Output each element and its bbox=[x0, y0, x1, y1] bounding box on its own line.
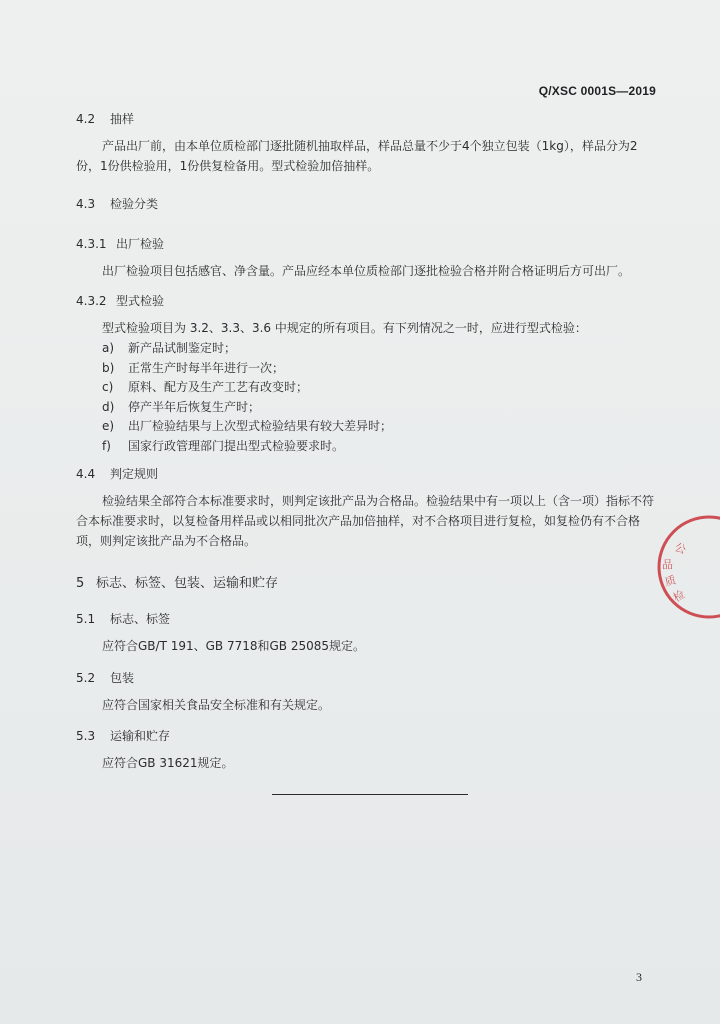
heading-title: 包装 bbox=[110, 671, 135, 685]
heading-5 bbox=[76, 572, 278, 591]
heading-title: 运输和贮存 bbox=[110, 729, 171, 743]
list-text: 国家行政管理部门提出型式检验要求时。 bbox=[128, 439, 345, 453]
list-item bbox=[102, 378, 308, 395]
list-text: 停产半年后恢复生产时； bbox=[128, 400, 261, 414]
seal-text: 公 bbox=[672, 540, 688, 557]
list-text: 新产品试制鉴定时； bbox=[128, 341, 237, 355]
heading-number: 5.1 bbox=[76, 612, 96, 626]
list-text: 原料、配方及生产工艺有改变时； bbox=[128, 380, 309, 394]
red-seal-stamp bbox=[654, 510, 720, 625]
heading-title: 型式检验 bbox=[116, 294, 165, 308]
heading-4-3-1 bbox=[76, 235, 164, 252]
paragraph-4-3-1: 出厂检验项目包括感官、净含量。产品应经本单位质检部门逐批检验合格并附合格证明后方可出厂。 bbox=[102, 264, 631, 278]
heading-title: 抽样 bbox=[110, 112, 135, 126]
paragraph-5-2: 应符合国家相关食品安全标准和有关规定。 bbox=[102, 698, 331, 712]
heading-number: 5.2 bbox=[76, 671, 96, 685]
end-rule bbox=[272, 794, 468, 795]
paragraph-4-3-2: 型式检验项目为 3.2、3.3、3.6 中规定的所有项目。有下列情况之一时，应进行型式检验： bbox=[102, 321, 587, 335]
heading-title: 判定规则 bbox=[110, 467, 159, 481]
list-item bbox=[102, 437, 344, 454]
heading-title: 检验分类 bbox=[110, 197, 159, 211]
heading-number: 5.3 bbox=[76, 729, 96, 743]
page-number: 3 bbox=[636, 970, 642, 984]
list-item bbox=[102, 417, 392, 434]
paragraph-4-2: 产品出厂前，由本单位质检部门逐批随机抽取样品，样品总量不少于4个独立包装（1kg），样品分为2份，1份供检验用，1份供复检备用。型式检验加倍抽样。 bbox=[76, 139, 638, 173]
paragraph-5-3: 应符合GB 31621规定。 bbox=[102, 756, 234, 770]
paragraph-5-1: 应符合GB/T 191、GB 7718和GB 25085规定。 bbox=[102, 639, 366, 653]
list-item bbox=[102, 359, 284, 376]
seal-text: 质 bbox=[663, 573, 678, 589]
seal-text: 检 bbox=[671, 587, 688, 605]
heading-number: 4.2 bbox=[76, 112, 96, 126]
heading-title: 标志、标签、包装、运输和贮存 bbox=[96, 576, 279, 591]
list-item bbox=[102, 398, 260, 415]
list-marker: d) bbox=[102, 400, 115, 414]
heading-title: 出厂检验 bbox=[116, 237, 165, 251]
list-marker: f) bbox=[102, 439, 111, 453]
list-text: 正常生产时每半年进行一次； bbox=[128, 361, 285, 375]
list-marker: b) bbox=[102, 361, 115, 375]
standard-code: Q/XSC 0001S—2019 bbox=[538, 84, 656, 98]
list-marker: e) bbox=[102, 419, 115, 433]
heading-number: 5 bbox=[76, 576, 85, 591]
heading-5-3 bbox=[76, 727, 170, 744]
paragraph-4-4: 检验结果全部符合本标准要求时，则判定该批产品为合格品。检验结果中有一项以上（含一项）指标不符合本标准要求时，以复检备用样品或以相同批次产品加倍抽样，对不合格项目进行复检，如复检仍有不合格项，则判定该批产品为不合格品。 bbox=[76, 494, 655, 548]
list-marker: c) bbox=[102, 380, 114, 394]
list-text: 出厂检验结果与上次型式检验结果有较大差异时； bbox=[128, 419, 393, 433]
heading-4-2 bbox=[76, 110, 134, 127]
list-item bbox=[102, 339, 236, 356]
heading-5-2 bbox=[76, 669, 134, 686]
heading-title: 标志、标签 bbox=[110, 612, 171, 626]
heading-number: 4.3 bbox=[76, 197, 96, 211]
heading-number: 4.3.1 bbox=[76, 237, 107, 251]
heading-4-4 bbox=[76, 465, 158, 482]
seal-text: 品 bbox=[662, 558, 673, 571]
heading-number: 4.3.2 bbox=[76, 294, 107, 308]
heading-number: 4.4 bbox=[76, 467, 96, 481]
heading-5-1 bbox=[76, 610, 170, 627]
heading-4-3 bbox=[76, 195, 158, 212]
heading-4-3-2 bbox=[76, 292, 164, 309]
list-marker: a) bbox=[102, 341, 115, 355]
